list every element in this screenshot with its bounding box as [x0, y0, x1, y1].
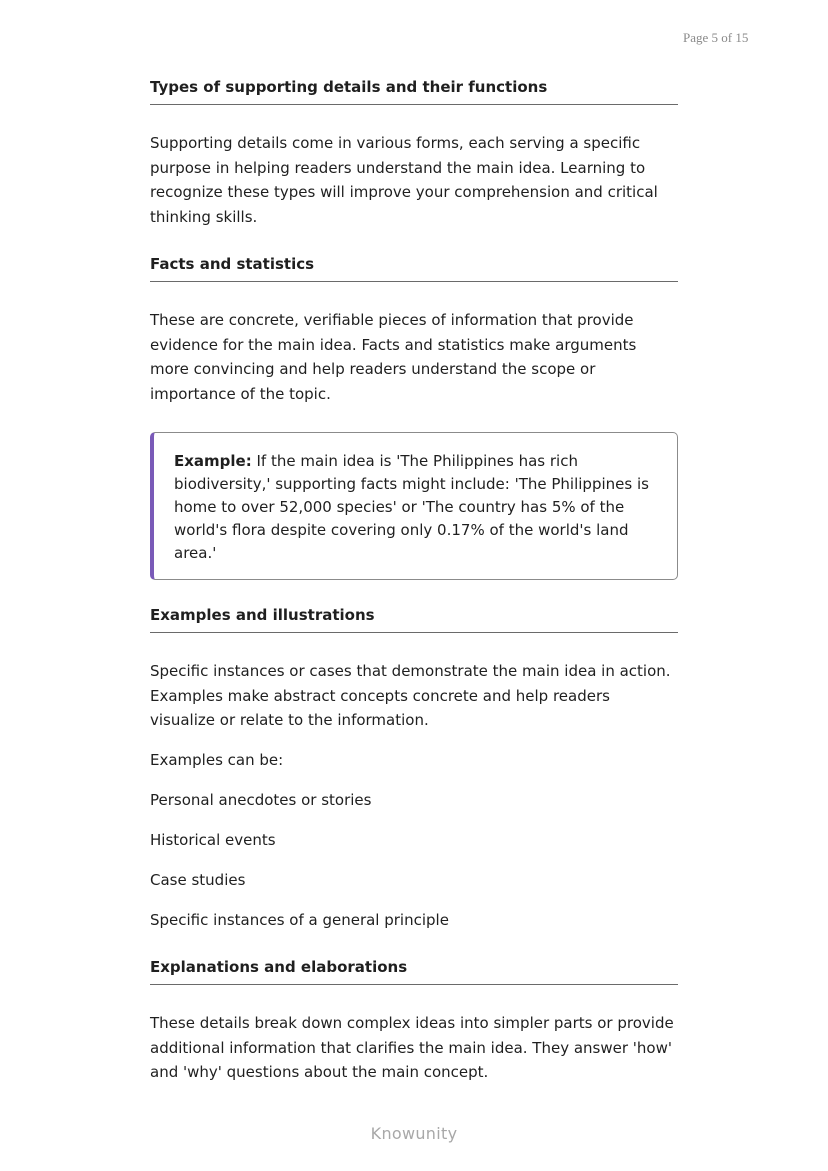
page-number: Page 5 of 15: [683, 30, 749, 45]
example-callout: [150, 432, 678, 580]
example-label: Example:: [174, 452, 252, 470]
list-item: Case studies: [150, 870, 246, 889]
example-text: If the main idea is 'The Philippines has rich biodiversity,' supporting facts might include: 'The Philippines is home to over 52,000 species' or 'The country has 5% of the world's flora despite covering only 0.17% of the world's land area.': [174, 452, 649, 562]
examples-list: [150, 788, 678, 933]
document-content: [150, 76, 678, 1085]
paragraph-explanations: These details break down complex ideas into simpler parts or provide additional information that clarifies the main idea. They answer 'how' and 'why' questions about the main concept.: [150, 1014, 674, 1081]
section-heading-types: Types of supporting details and their functions: [150, 76, 678, 105]
footer-brand: Knowunity: [370, 1124, 458, 1143]
paragraph-facts: These are concrete, verifiable pieces of information that provide evidence for the main idea. Facts and statistics make arguments more convincing and help readers understand the scope or importance of the topic.: [150, 311, 637, 403]
section-heading-facts: Facts and statistics: [150, 253, 678, 282]
list-item: Personal anecdotes or stories: [150, 790, 372, 809]
list-intro: Examples can be:: [150, 750, 284, 769]
section-heading-explanations: Explanations and elaborations: [150, 956, 678, 985]
list-item: Historical events: [150, 830, 276, 849]
list-item: Specific instances of a general principle: [150, 910, 449, 929]
section-heading-examples: Examples and illustrations: [150, 604, 678, 633]
paragraph-examples: Specific instances or cases that demonstrate the main idea in action. Examples make abstract concepts concrete and help readers visualize or relate to the information.: [150, 662, 671, 729]
paragraph-types: Supporting details come in various forms, each serving a specific purpose in helping readers understand the main idea. Learning to recognize these types will improve your comprehension and critical thinking skills.: [150, 134, 658, 226]
